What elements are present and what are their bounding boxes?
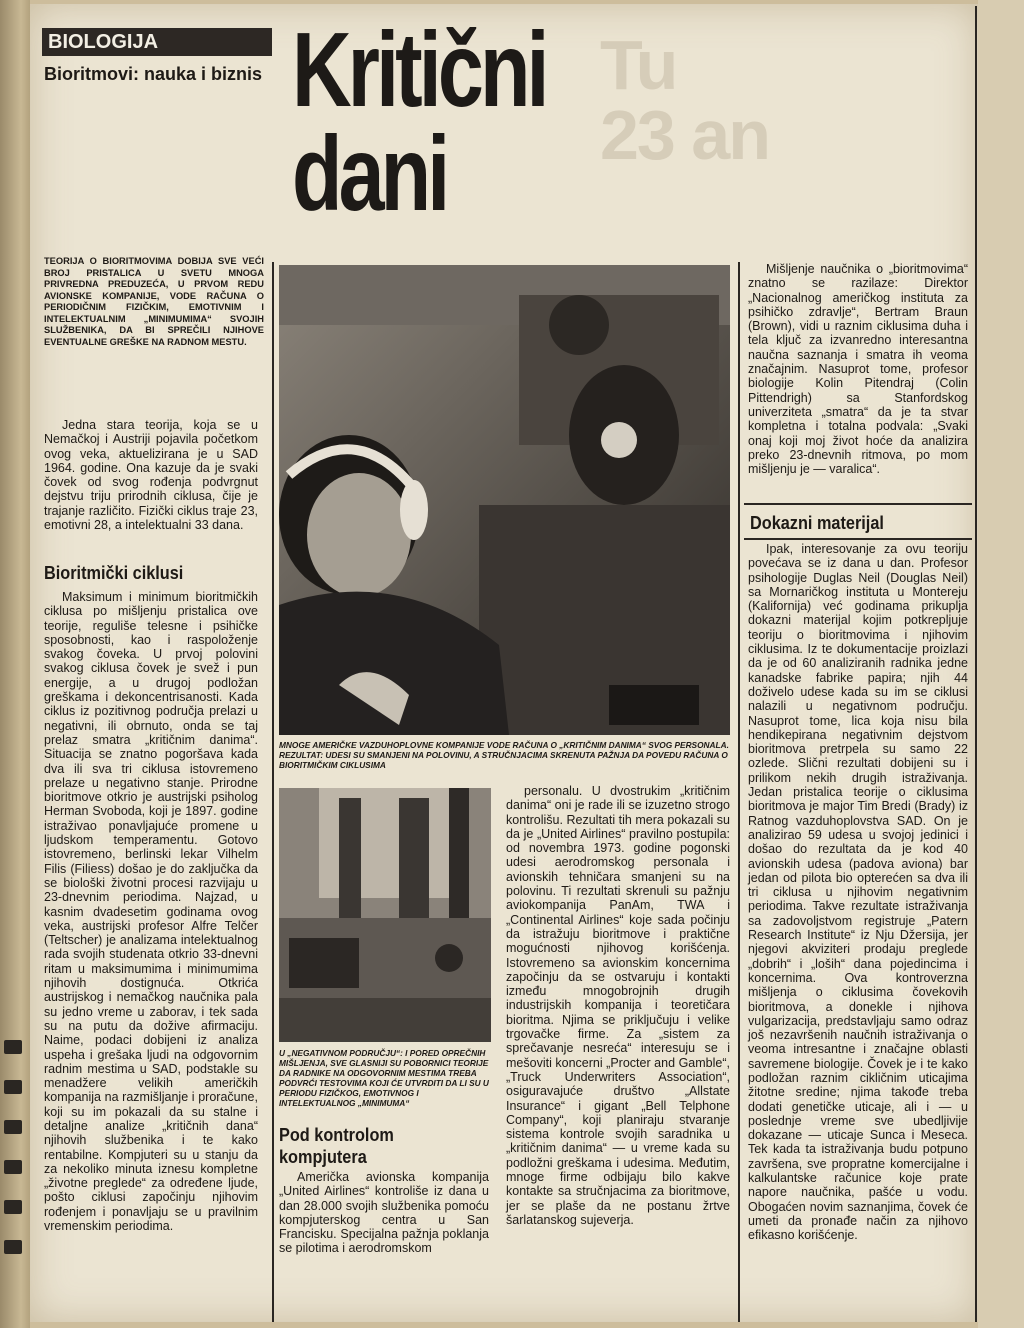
column-1-body: Maksimum i minimum bioritmičkih ciklusa po mišljenju pristalica ove teorije, reguliše telesne i psihičke sposobnosti, kao i raspoloženje svakog čoveka. U prvoj polovini svakog ciklusa čovek je svež i pun energije, a u drugoj podložan greškama i dekoncentrisanosti. Kada ciklus iz pozitivnog područja prelazi u negativni, ili obrnuto, onda se taj prelaz smatra „kritičnim danima“. Situacija se znatno pogoršava kada dva ili sva tri ciklusa istovremeno prelaze u negativno stanje. Prirodne bioritmove otkrio je austrijski psiholog Herman Svoboda, koji je 1897. godine istraživao ponavljajuće promene u ljudskom temperamentu. Gotovo istovremeno, berlinski lekar Vilhelm Filis (Filiess) došao je do zaključka da se biološki životni procesi razvijaju u 23-dnevnim periodima. Najzad, u kasnim dvadesetim godinama ovog veka, austrijski profesor Alfre Telčer (Teltscher) je analizama intelektualnog rada svojih studenata otkrio 33-dnevni ritam u maksimumima i minimumima njihovih dostignuća. Otkrića austrijskog i nemačkog naučnika pala su jedno vreme u zaborav, i tek sada su na putu da dožive afirmaciju. Naime, podaci dobijeni iz analiza uspeha i grešaka ljudi na odgovornim radnim mestima u SAD, podstakle su menadžere velikih američkih kompanija na razmišljanje i proračune, koji su im pokazali da su stalne i detaljne analize „kritičnih dana“ njihovih službenika i te kako rentabilne. Kompjuteri su u stanju da za nekoliko minuta iznesu kompletne „životne preglede“ za određene ljude, pošto ciklusi započinju njihovim rođenjem i ponavljaju se u pravilnim vremenskim periodima. <box>44 590 258 1234</box>
column-rule <box>272 262 274 1322</box>
heading-rule-top <box>744 503 972 505</box>
column-3-body: personalu. U dvostrukim „kritičnim danima“ oni je rade ili se izuzetno strogo kontrolišu. Rezultati tih mera pokazali su da je „United Airlines“ pravilno postupila: od novembra 1973. godine pogonski udesi aerodromskog personala i avionskih tehničara smanjeni su na polovinu. Ti rezultati skrenuli su pažnju aviokompanija PanAm, TWA i „Continental Airlines“ koje sada počinju da istražuju bioritmove i praktične mogućnosti njihovog korišćenja. Istovremeno sa avionskim koncernima započinju da se ostvaruju i kontakti između mnogobrojnih drugih industrijskih kompanija i teoretičara bioritma. Njima se priključuju i velike trgovačke firme. Za „sistem za sprečavanje nesreća“ interesuju se i mešoviti koncerni „Procter and Gamble“, „Truck Underwriters Association“, osiguravajuće društvo „Allstate Insurance“ i gigant „Bell Telphone Company“, koji planiraju stvaranje sistema kontrole svojih saradnika u „kritičnim danima“ — u vreme kada su podložni greškama i udesima. Međutim, mnoge firme odbijaju bilo kakve kontakte sa stručnjacima za bioritmove, jer se plaše da ne postanu žrtve šarlatanskog sujeverja. <box>506 784 730 1227</box>
heading-pod-kontrolom-kompjutera: Pod kontrolom kompjutera <box>279 1124 394 1167</box>
headline-line-1: Kritični <box>292 11 546 129</box>
cockpit-photo <box>279 265 730 735</box>
column-4-body: Ipak, interesovanje za ovu teoriju povećava se iz dana u dan. Profesor psihologije Duglas Neil (Douglas Neil) sa Mornaričkog instituta u Montereju (Kalifornija) već godinama prikuplja dokazni materijal kojim potkrepljuje teoriju o bioritmovima i njihovim ciklusima. Iz te dokumentacije proizlazi da je od 60 analiziranih radnika jedne kanadske fabrike papira; njih 44 doživelo udese kada su im se ciklusi nalazili u negativnom području. Nasuprot tome, lica koja nisu bila hendikepirana negativnim dejstvom bioritmova pretrpela su samo 22 ozlede. Slični rezultati dobijeni su i prilikom nekih drugih istraživanja. Jedan pristalica teorije o ciklusima bioritmova je major Tim Bredi (Brady) iz Ratnog vazduhoplovstva SAD. On je analizirao 59 udesa u svojoj jedinici i došao do rezultata da je kod 40 avionskih udesa (padova aviona) bar jedan od pilota bio opterećen sa dva ili tri ciklusa u njihovim negativnim periodima. Takve rezultate istraživanja sa zadovoljstvom registruje „Patern Research Institute“ iz Nju Džersija, jer njegovi akviziteri prodaju preglede „dobrih“ i „loših“ dana pojedincima i koncernima. Ova kontroverzna mišljenja o ciklusima čovekovih bioritmova, a donekle i njihova vulgarizacija, predstavljaju samo odraz još nezavršenih naučnih istraživanja o veoma intresantne i značajne oblasti savremene biologije. Čovek je i te kako podložan raznim cikličnim uticajima žitotne sredine; njima takođe treba dodati genetičke uticaje, ali i — u poslednje vreme sve ubedljivije dokazane — uticaje Sunca i Meseca. Tek kada ta istraživanja budu potpuno završena, sve propratne komercijalne i kalkulantske računice koje prate napore naučnika, pašće u vodu. Obogaćen novim saznanjima, čovek će umeti da pronađe način za njihovo efikasno korišćenje. <box>748 542 968 1243</box>
headline-line-2: dani <box>292 115 447 233</box>
edge-mark <box>4 1120 22 1134</box>
bleed-through-text: Tu 23 an <box>600 26 769 174</box>
heading-dokazni-materijal: Dokazni materijal <box>750 512 884 533</box>
lead-paragraph: TEORIJA O BIORITMOVIMA DOBIJA SVE VEĆI BROJ PRISTALICA U SVETU MNOGA PRIVREDNA PREDUZEĆA, U PRVOM REDU AVIONSKE KOMPANIJE, VODE RAČUNA O PERIODIČNIM FIZIČKIM, EMOTIVNIM I INTELEKTUALNIM „MINIMUMIMA“ SVOJIH SLUŽBENIKA, DA BI SPREČILI NJIHOVE EVENTUALNE GREŠKE NA RADNOM MESTU. <box>44 256 264 347</box>
edge-mark <box>4 1080 22 1094</box>
column-rule <box>738 262 740 1322</box>
control-room-photo-image <box>279 788 491 1042</box>
edge-mark <box>4 1240 22 1254</box>
column-1-intro: Jedna stara teorija, koja se u Nemačkoj i Austriji pojavila početkom ovog veka, aktuelizirana je u SAD 1964. godine. Ona kazuje da je svaki čovek od svog rođenja podvrgnut dejstvu triju prirodnih ciklusa, čije je trajanje različito. Fizički ciklus traje 23, emotivni 28, a intelektualni 33 dana. <box>44 418 258 533</box>
section-label: BIOLOGIJA <box>42 28 272 56</box>
subhead: Bioritmovi: nauka i biznis <box>44 64 263 84</box>
small-photo-caption: U „NEGATIVNOM PODRUČJU“: I PORED OPREČNIH MIŠLJENJA, SVE GLASNIJI SU POBORNICI TEORIJE DA RADNIKE NA ODGOVORNIM MESTIMA TREBA PODVRĆI TESTOVIMA KOJI ĆE UTVRDITI DA LI SU U PERIODU FIZIČKOG, EMOTIVNOG I INTELEKTUALNOG „MINIMUMA“ <box>279 1048 489 1108</box>
right-border-rule <box>975 6 977 1322</box>
edge-mark <box>4 1200 22 1214</box>
column-4-top: Mišljenje naučnika o „bioritmovima“ znatno se razilaze: Direktor „Nacionalnog američkog instituta za psihičko zdravlje“, Bertram Braun (Brown), vidi u raznim ciklusima duha i tela ključ za izvanredno interesantna naučna saznanja i smatra ih veoma značajnim. Nasuprot tome, profesor biologije Kolin Pitendraj (Colin Pittendrigh) sa Stanfordskog univerziteta „smatra“ da je ta stvar kompletna i totalna podvala: „Svaki onaj koji moj život hoće da analizira preko 23-dnevnih ritmova, po mom mišljenju je — varalica“. <box>748 262 968 477</box>
headline <box>292 11 546 233</box>
control-room-photo <box>279 788 491 1042</box>
heading-rule-bottom <box>744 538 972 540</box>
cockpit-photo-image <box>279 265 730 735</box>
main-photo-caption: MNOGE AMERIČKE VAZDUHOPLOVNE KOMPANIJE VODE RAČUNA O „KRITIČNIM DANIMA“ SVOG PERSONALA. REZULTAT: UDESI SU SMANJENI NA POLOVINU, A STRUČNJACIMA SKRENUTA PAŽNJA DA POVEDU RAČUNA O BIORITMIČKIM CIKLUSIMA <box>279 740 729 770</box>
page-edge-strip <box>0 0 30 1328</box>
column-2-body: Američka avionska kompanija „United Airlines“ kontroliše iz dana u dan 28.000 svojih službenika pomoću kompjuterskog centra u San Francisku. Specijalna pažnja poklanja se pilotima i aerodromskom <box>279 1170 489 1256</box>
heading-bioritmicki-ciklusi: Bioritmički ciklusi <box>44 562 184 583</box>
next-page-edge <box>978 0 1024 1328</box>
edge-mark <box>4 1040 22 1054</box>
edge-mark <box>4 1160 22 1174</box>
